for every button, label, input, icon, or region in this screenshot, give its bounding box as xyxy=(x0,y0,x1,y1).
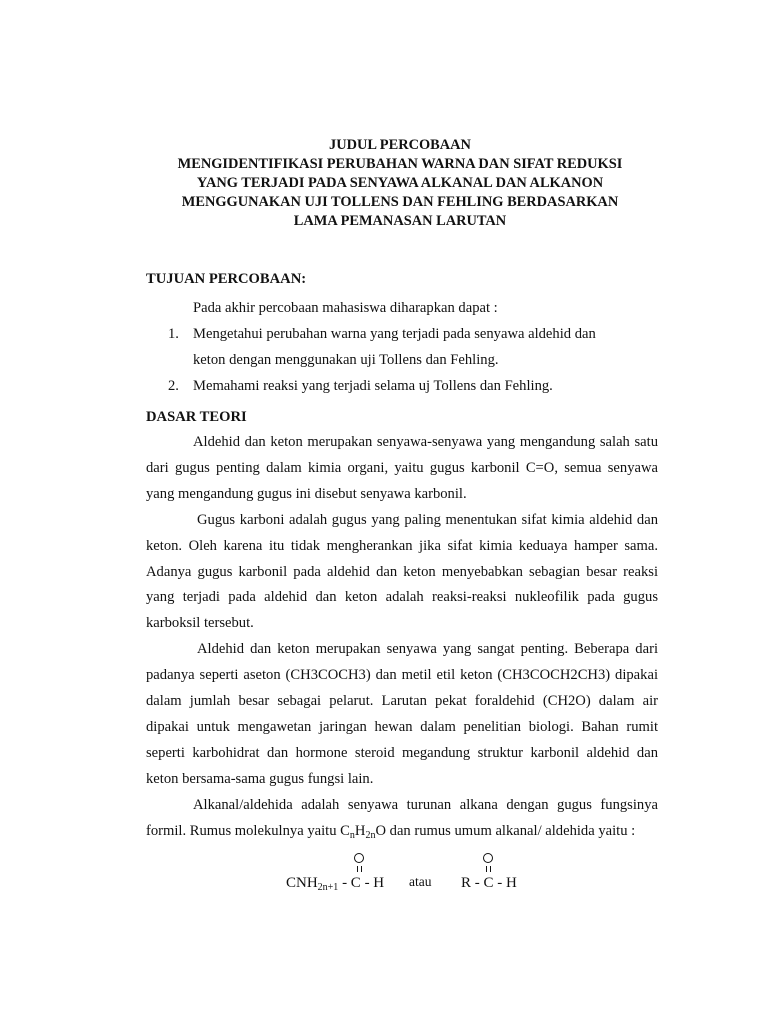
double-bond-icon xyxy=(361,866,362,872)
list-item xyxy=(146,321,658,347)
title-line: MENGGUNAKAN UJI TOLLENS DAN FEHLING BERDASARKAN xyxy=(181,194,619,210)
double-bond-icon xyxy=(357,866,358,872)
title-line: YANG TERJADI PADA SENYAWA ALKANAL DAN ALKANON xyxy=(196,175,604,191)
paragraph-text: H xyxy=(354,822,366,839)
list-item xyxy=(146,373,658,399)
paragraph xyxy=(146,793,658,845)
formula-left xyxy=(286,875,384,892)
formula-text: CNH xyxy=(286,875,318,891)
document-body xyxy=(146,271,658,845)
title-line: LAMA PEMANASAN LARUTAN xyxy=(293,213,507,229)
subscript: n xyxy=(349,829,355,841)
paragraph xyxy=(146,508,658,638)
double-bond-icon xyxy=(486,866,487,872)
paragraph-text: Aldehid dan keton merupakan senyawa-senyawa yang mengandung salah satu dari gugus penting dalam kimia organi, yaitu gugus karbonil C=O, semua senyawa yang mengandung gugus ini disebut senyawa karbonil. xyxy=(146,434,658,502)
formula-text: - C - H xyxy=(338,875,385,891)
atau-label: atau xyxy=(409,874,432,889)
list-text: Mengetahui perubahan warna yang terjadi pada senyawa aldehid dan xyxy=(193,326,596,342)
tujuan-heading: TUJUAN PERCOBAAN: xyxy=(146,271,307,287)
list-text-continued: keton dengan menggunakan uji Tollens dan Fehling. xyxy=(193,352,499,368)
list-number: 1. xyxy=(168,326,179,342)
aldehyde-formula xyxy=(0,848,768,898)
subscript: 2n+1 xyxy=(317,882,339,893)
oxygen-circle-icon xyxy=(354,853,364,863)
paragraph-text: O dan rumus umum alkanal/ aldehida yaitu : xyxy=(375,822,636,839)
double-bond-icon xyxy=(490,866,491,872)
formula-right: R - C - H xyxy=(461,875,517,891)
document-title xyxy=(130,136,670,231)
paragraph xyxy=(146,430,658,508)
tujuan-intro: Pada akhir percobaan mahasiswa diharapkan dapat : xyxy=(193,300,498,316)
list-text: Memahami reaksi yang terjadi selama uj Tollens dan Fehling. xyxy=(193,378,553,394)
title-line: MENGIDENTIFIKASI PERUBAHAN WARNA DAN SIFAT REDUKSI xyxy=(177,156,623,172)
title-line: JUDUL PERCOBAAN xyxy=(329,137,471,153)
subscript: 2n xyxy=(365,829,376,841)
paragraph xyxy=(146,637,658,792)
oxygen-circle-icon xyxy=(483,853,493,863)
list-number: 2. xyxy=(168,378,179,394)
paragraph-text: Aldehid dan keton merupakan senyawa yang sangat penting. Beberapa dari padanya seperti aseton (CH3COCH3) dan metil etil keton (CH3COCH2CH3) dipakai dalam jumlah besar sebagai pelarut. Larutan pekat foraldehid (CH2O) dalam air dipakai untuk mengawetan jaringan hewan dalam penelitian biologi. Bahan rumit seperti karbohidrat dan hormone steroid megandung struktur karbonil aldehid dan keton bersama-sama gugus fungsi lain. xyxy=(146,641,658,787)
paragraph-text: Gugus karboni adalah gugus yang paling menentukan sifat kimia aldehid dan keton. Oleh karena itu tidak mengherankan jika sifat kimia keduaya hamper sama. Adanya gugus karbonil pada aldehid dan keton menyebabkan sebagian besar reaksi yang terjadi pada aldehid dan keton adalah reaksi-reaksi nukleofilik pada gugus karboksil tersebut. xyxy=(146,511,658,632)
dasar-teori-heading: DASAR TEORI xyxy=(146,409,247,425)
paragraph-text: Alkanal/aldehida adalah senyawa turunan alkana dengan gugus fungsinya formil. Rumus molekulnya yaitu C xyxy=(146,796,658,839)
